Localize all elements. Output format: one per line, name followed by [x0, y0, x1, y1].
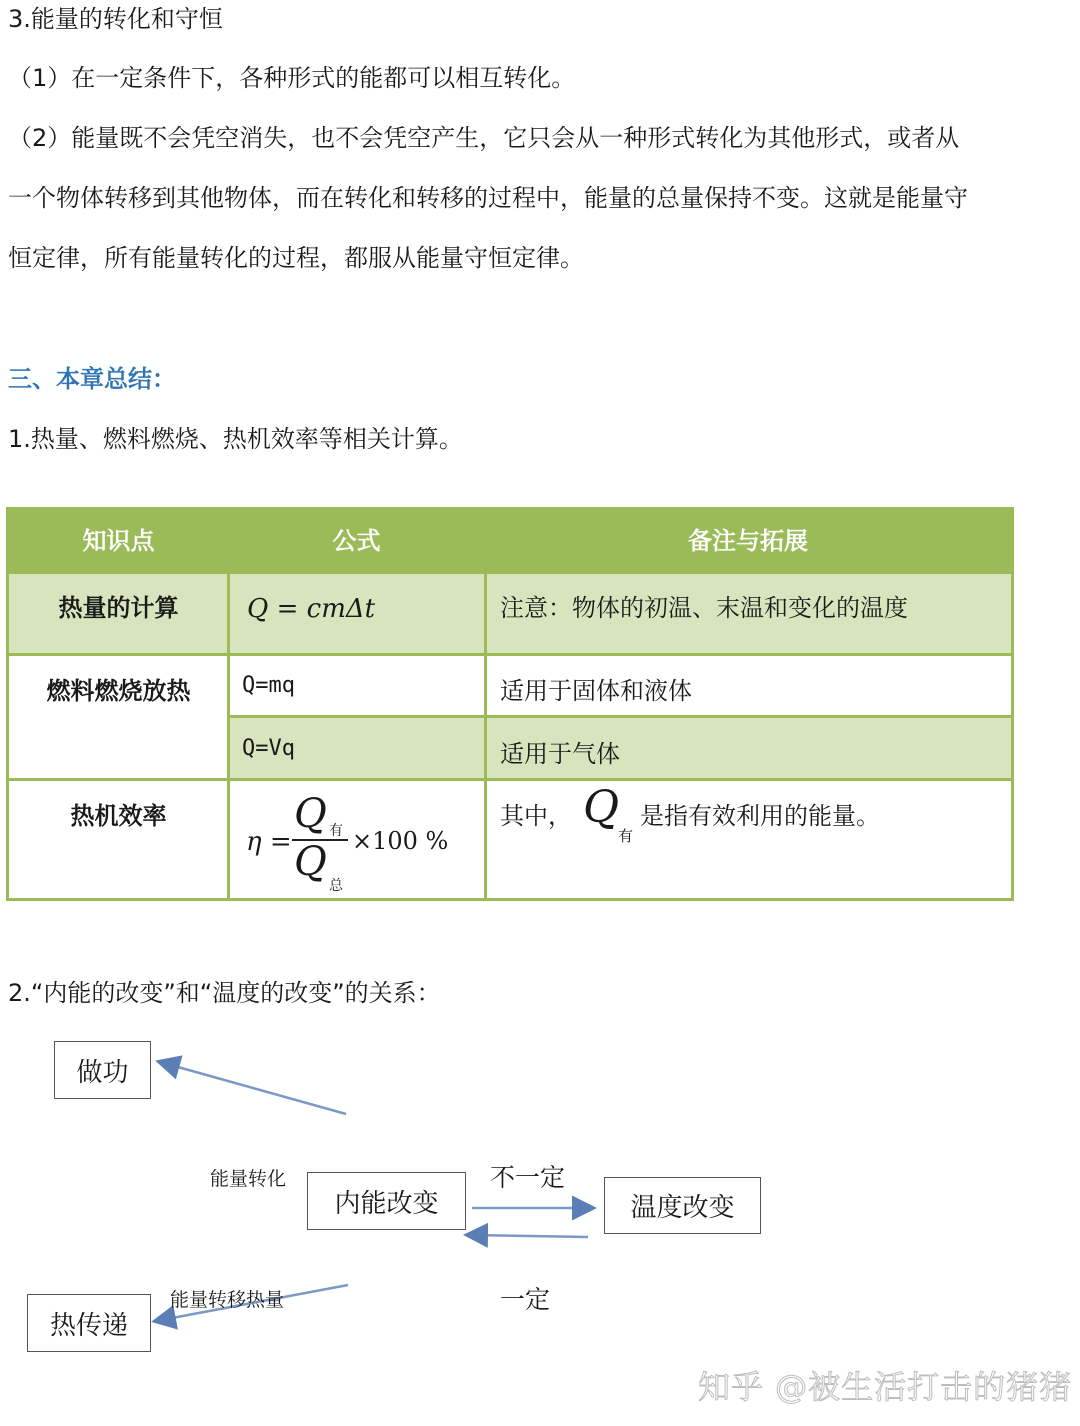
item-2: 2.“内能的改变”和“温度的改变”的关系： [8, 979, 441, 1007]
formula-heat: Q = cmΔt [247, 594, 376, 624]
note-gas: 适用于气体 [500, 740, 620, 768]
watermark: 知乎 @被生活打击的猪猪 [698, 1368, 1073, 1406]
paragraph-1: （1）在一定条件下，各种形式的能都可以相互转化。 [8, 64, 576, 92]
heading-energy-conservation: 3.能量的转化和守恒 [8, 5, 223, 33]
box-heat-transfer: 热传递 [27, 1294, 151, 1352]
note-heat: 注意：物体的初温、末温和变化的温度 [500, 594, 908, 622]
topic-fuel: 燃料燃烧放热 [46, 677, 191, 705]
label-energy-conversion: 能量转化 [210, 1168, 287, 1190]
note-q: Q [583, 782, 620, 833]
note-efficiency-prefix: 其中， [500, 802, 572, 830]
numerator-q: Q [294, 791, 327, 837]
arrow-necessarily [468, 1235, 588, 1237]
note-solid-liquid: 适用于固体和液体 [500, 677, 692, 705]
paragraph-2-line-3: 恒定律，所有能量转化的过程，都服从能量守恒定律。 [8, 244, 584, 272]
box-internal-energy: 内能改变 [307, 1172, 466, 1230]
topic-heat-calc: 热量的计算 [58, 594, 179, 622]
formula-fuel-mass: Q=mq [242, 673, 295, 698]
formula-fuel-volume: Q=Vq [242, 736, 295, 761]
note-q-subscript: 有 [618, 827, 634, 845]
paragraph-2-line-1: （2）能量既不会凭空消失，也不会凭空产生，它只会从一种形式转化为其他形式，或者从 [8, 124, 960, 152]
section-title: 三、本章总结： [8, 365, 176, 393]
paragraph-2-line-2: 一个物体转移到其他物体，而在转化和转移的过程中，能量的总量保持不变。这就是能量守 [8, 184, 968, 212]
label-not-necessarily: 不一定 [490, 1163, 566, 1192]
formula-efficiency: η = Q 有 Q 总 ×100 % [246, 791, 449, 894]
note-efficiency-suffix: 是指有效利用的能量。 [640, 802, 880, 830]
box-temperature: 温度改变 [604, 1177, 761, 1234]
denominator-subscript: 总 [329, 878, 343, 894]
denominator-q: Q [294, 839, 327, 885]
header-topic: 知识点 [9, 510, 228, 572]
topic-efficiency: 热机效率 [70, 802, 167, 830]
header-formula: 公式 [228, 510, 485, 572]
label-energy-transfer: 能量转移热量 [170, 1289, 285, 1311]
item-1: 1.热量、燃料燃烧、热机效率等相关计算。 [8, 425, 463, 453]
arrow-to-work [160, 1062, 346, 1114]
box-work: 做功 [54, 1041, 151, 1099]
label-necessarily: 一定 [500, 1285, 551, 1314]
numerator-subscript: 有 [329, 823, 343, 839]
header-notes: 备注与拓展 [485, 510, 1011, 572]
